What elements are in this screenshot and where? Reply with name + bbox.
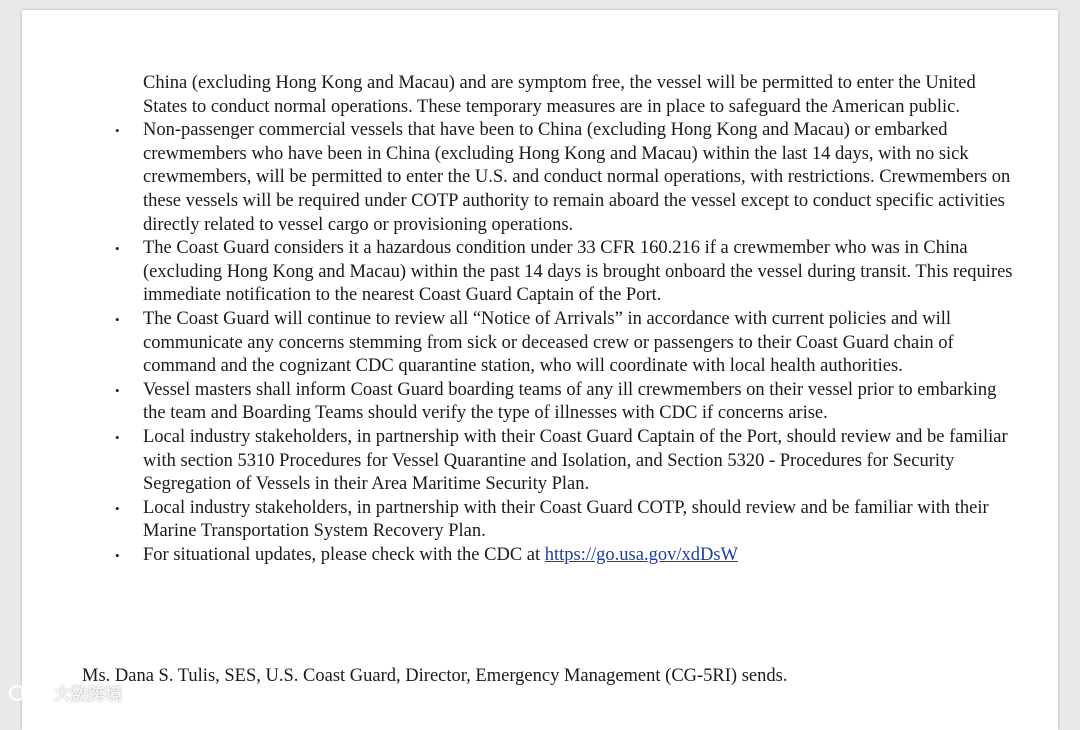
bullet-icon: • (115, 500, 120, 516)
bullet-icon: • (115, 382, 120, 398)
bullet-list (22, 119, 1058, 567)
bullet-item-hazardous-condition (115, 237, 1013, 308)
bullet-item-vessel-masters (115, 379, 1013, 426)
watermark-logo-icon (8, 682, 50, 704)
bullet-text: Non-passenger commercial vessels that have been to China (excluding Hong Kong and Macau) or embarked crewmembers who have been in China (excluding Hong Kong and Macau) within the last 14 days, with no sick crewmembers, will be permitted to enter the U.S. and conduct normal operations, with restrictions. Crewmembers on these vessels will be required under COTP authority to remain aboard the vessel except to conduct specific activities directly related to vessel cargo or provisioning operations. (143, 120, 1011, 235)
bullet-text: The Coast Guard considers it a hazardous condition under 33 CFR 160.216 if a crewmember who was in China (excluding Hong Kong and Macau) within the past 14 days is brought onboard the vessel during transit. This requires immediate notification to the nearest Coast Guard Captain of the Port. (143, 238, 1013, 306)
signature-line: Ms. Dana S. Tulis, SES, U.S. Coast Guard, Director, Emergency Management (CG-5RI) sends. (82, 666, 788, 686)
bullet-text: The Coast Guard will continue to review all “Notice of Arrivals” in accordance with current policies and will communicate any concerns stemming from sick or deceased crew or passengers to their Coast Guard chain of command and the cognizant CDC quarantine station, who will coordinate with local health authorities. (143, 308, 954, 377)
bullet-item-recovery-plan (115, 497, 1013, 544)
bullet-icon: • (115, 123, 120, 139)
bullet-text: Vessel masters shall inform Coast Guard boarding teams of any ill crewmembers on their vessel prior to embarking the team and Boarding Teams should verify the type of illnesses with CDC if concerns arise. (143, 379, 997, 424)
cdc-link[interactable]: https://go.usa.gov/xdDsW (544, 544, 739, 565)
watermark-text: 大数跨境 (54, 685, 122, 705)
bullet-text-prefix: For situational updates, please check with the CDC at (143, 544, 545, 565)
bullet-icon: • (115, 311, 120, 327)
bullet-icon: • (115, 547, 120, 563)
bullet-text: Local industry stakeholders, in partnership with their Coast Guard Captain of the Port, should review and be familiar with section 5310 Procedures for Vessel Quarantine and Isolation, and Section 5320 - Procedures for Security Segregation of Vessels in their Area Maritime Security Plan. (143, 426, 1008, 495)
bullet-text: Local industry stakeholders, in partnership with their Coast Guard COTP, should review and be familiar with their Marine Transportation System Recovery Plan. (143, 497, 989, 542)
bullet-item-notice-of-arrivals (115, 308, 1013, 379)
intro-paragraph: China (excluding Hong Kong and Macau) and are symptom free, the vessel will be permitted to enter the United States to conduct normal operations. These temporary measures are in place to safeguard the American public. (143, 73, 976, 117)
bullet-icon: • (115, 429, 120, 445)
bullet-item-situational-updates (115, 544, 1013, 568)
document-page (22, 10, 1058, 730)
bullet-icon: • (115, 241, 120, 257)
bullet-item-non-passenger-vessels (115, 119, 1013, 237)
watermark (8, 680, 122, 705)
document-body (22, 72, 1058, 567)
bullet-item-security-plan (115, 426, 1013, 497)
